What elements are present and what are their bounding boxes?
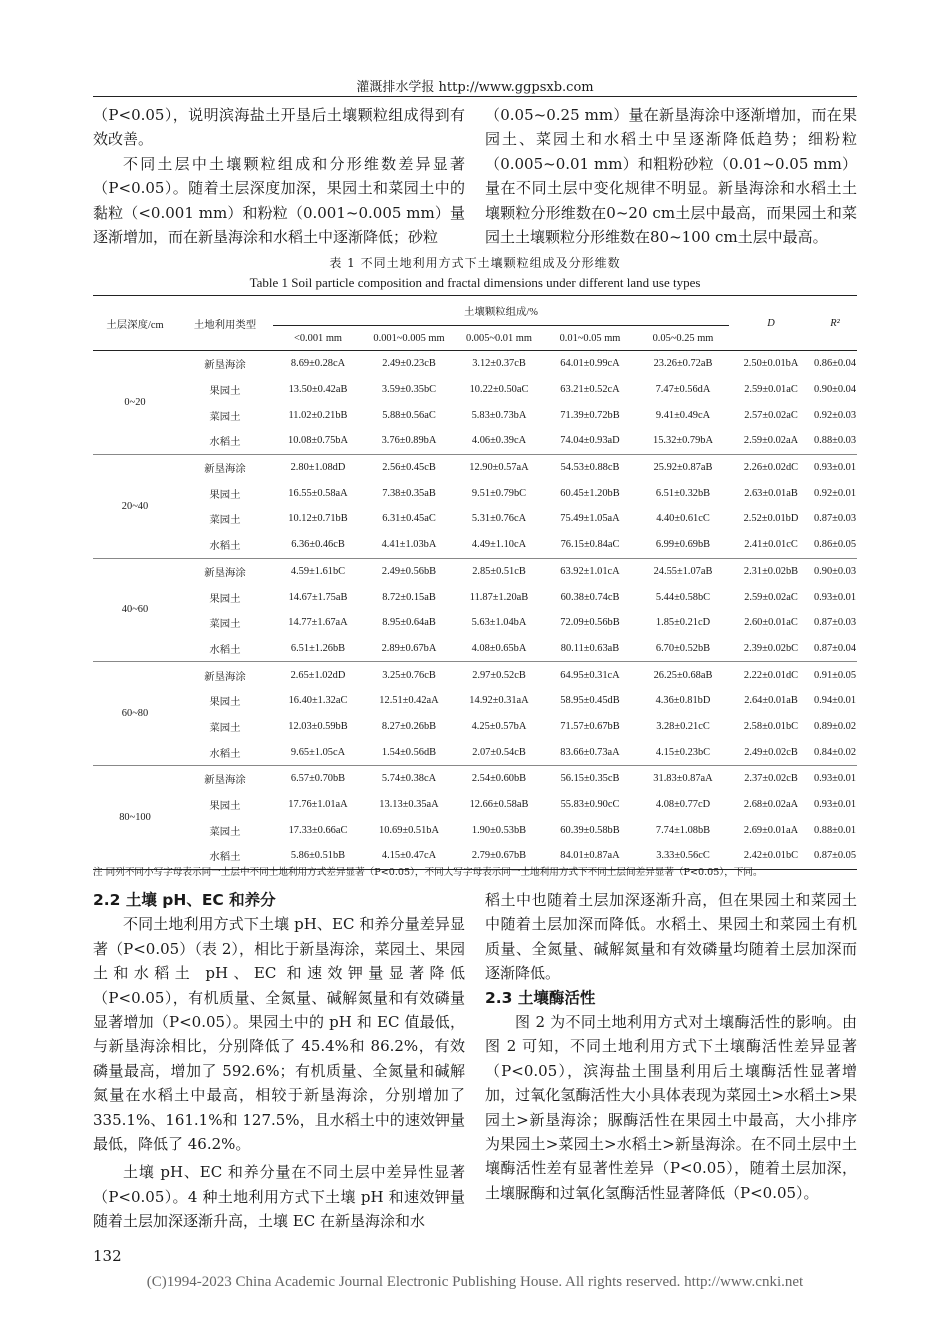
value-cell: 25.92±0.87aB — [653, 462, 713, 474]
value-cell: 2.58±0.01bC — [743, 720, 799, 732]
value-cell: 1.54±0.56dB — [363, 739, 455, 765]
value-cell: 6.51±0.32bB — [655, 487, 711, 499]
table-row — [93, 766, 857, 792]
value-cell: 14.92±0.31aA — [469, 695, 529, 707]
value-cell: 0.87±0.03 — [813, 617, 857, 629]
table-row — [93, 532, 857, 558]
value-cell: 72.09±0.56bB — [560, 617, 620, 629]
value-cell: 0.87±0.03 — [813, 513, 857, 525]
value-cell: 6.36±0.46cB — [273, 532, 363, 558]
value-cell: 5.88±0.56aC — [382, 409, 436, 421]
value-cell: 0.93±0.01 — [813, 773, 857, 785]
value-cell: 2.65±1.02dD — [290, 669, 346, 681]
paragraph: （0.05~0.25 mm）量在新垦海涂中逐渐增加，而在果园土、菜园土和水稻土中呈逐渐降低趋势；细粉粒（0.005~0.01 mm）和粗粉砂粒（0.01~0.05 mm）量在不同土层中变化规律不明显。新垦海涂和水稻土土壤颗粒分形维数在0~20 cm土层中最高，而果园土和菜园土土壤颗粒分形维数在80~100 cm土层中最高。 — [485, 106, 857, 247]
landuse-cell: 菜园土 — [209, 619, 241, 631]
value-cell: 7.74±1.08bB — [655, 824, 711, 836]
value-cell: 4.59±1.61bC — [290, 565, 346, 577]
table-row — [93, 688, 857, 714]
value-cell: 3.12±0.37cB — [472, 358, 526, 370]
value-cell: 2.97±0.52cB — [472, 669, 526, 681]
landuse-cell: 水稻土 — [177, 428, 273, 454]
table-row — [93, 377, 857, 403]
table-caption-zh: 表 1 不同土地利用方式下土壤颗粒组成及分形维数 — [329, 256, 621, 270]
value-cell: 5.44±0.58bC — [655, 591, 711, 603]
value-cell: 0.89±0.02 — [813, 720, 857, 732]
value-cell: 83.66±0.73aA — [543, 739, 637, 765]
table-row — [93, 402, 857, 428]
value-cell: 2.50±0.01bA — [743, 358, 799, 370]
value-cell: 0.90±0.04 — [813, 384, 857, 396]
value-cell: 54.53±0.88cB — [560, 462, 620, 474]
value-cell: 2.68±0.02aA — [743, 799, 799, 811]
value-cell: 2.22±0.01dC — [743, 669, 799, 681]
value-cell: 7.47±0.56dA — [655, 384, 711, 396]
table-row — [93, 792, 857, 818]
value-cell: 2.49±0.02cB — [729, 739, 813, 765]
paragraph: 不同土层中土壤颗粒组成和分形维数差异显著（P<0.05）。随着土层深度加深，果园土和菜园土中的黏粒（<0.001 mm）和粉粒（0.001~0.005 mm）量逐渐增加，而在新垦海涂和水稻土中逐渐降低；砂粒 — [93, 154, 465, 247]
landuse-cell: 水稻土 — [177, 843, 273, 869]
table-caption-en: Table 1 Soil particle composition and fractal dimensions under different land use types — [249, 275, 701, 290]
value-cell: 80.11±0.63aB — [543, 636, 637, 662]
value-cell: 0.86±0.05 — [813, 532, 857, 558]
value-cell: 9.65±1.05cA — [273, 739, 363, 765]
header-size: 0.001~0.005 mm — [363, 326, 455, 351]
value-cell: 76.15±0.84aC — [543, 532, 637, 558]
table-note: 注 同列不同小写字母表示同一土层中不同土地利用方式差异显著（P<0.05），不同大写字母表示同一土地利用方式下不同土层间差异显著（P<0.05），下同。 — [93, 867, 763, 878]
value-cell: 3.76±0.89bA — [363, 428, 455, 454]
value-cell: 12.90±0.57aA — [469, 462, 529, 474]
value-cell: 13.50±0.42aB — [288, 384, 348, 396]
value-cell: 5.31±0.76cA — [471, 513, 527, 525]
table-row — [93, 636, 857, 662]
value-cell: 2.37±0.02cB — [744, 773, 798, 785]
table-row — [93, 662, 857, 688]
value-cell: 0.94±0.01 — [813, 695, 857, 707]
value-cell: 4.15±0.47cA — [363, 843, 455, 869]
value-cell: 0.91±0.05 — [813, 669, 857, 681]
right-column-bottom — [485, 888, 857, 1205]
value-cell: 6.99±0.69bB — [637, 532, 729, 558]
value-cell: 2.31±0.02bB — [743, 565, 799, 577]
value-cell: 14.77±1.67aA — [288, 617, 348, 629]
value-cell: 2.42±0.01bC — [729, 843, 813, 869]
depth-cell: 80~100 — [93, 766, 177, 870]
table-row — [93, 506, 857, 532]
value-cell: 11.02±0.21bB — [288, 409, 348, 421]
table-row — [93, 817, 857, 843]
value-cell: 2.54±0.60bB — [471, 773, 527, 785]
header-composition: 土壤颗粒组成/% — [273, 296, 729, 326]
landuse-cell: 水稻土 — [177, 532, 273, 558]
value-cell: 0.90±0.03 — [813, 565, 857, 577]
depth-cell: 0~20 — [93, 351, 177, 455]
header-depth: 土层深度/cm — [93, 296, 177, 351]
value-cell: 10.08±0.75bA — [273, 428, 363, 454]
table-row — [93, 558, 857, 584]
landuse-cell: 果园土 — [209, 801, 241, 813]
left-column-bottom — [93, 888, 465, 1234]
landuse-cell: 菜园土 — [209, 515, 241, 527]
right-column-top — [485, 103, 857, 249]
value-cell: 11.87±1.20aB — [469, 591, 529, 603]
value-cell: 17.76±1.01aA — [288, 799, 348, 811]
value-cell: 84.01±0.87aA — [543, 843, 637, 869]
landuse-cell: 水稻土 — [177, 636, 273, 662]
value-cell: 2.49±0.23cB — [382, 358, 436, 370]
running-header: 灌溉排水学报 http://www.ggpsxb.com — [356, 80, 594, 95]
paragraph: 稻土中也随着土层加深逐渐升高，但在果园土和菜园土中随着土层加深而降低。水稻土、果园土和菜园土有机质量、全氮量、碱解氮量和有效磷量均随着土层加深而逐渐降低。 — [485, 891, 857, 983]
value-cell: 2.69±0.01aA — [743, 824, 799, 836]
value-cell: 12.03±0.59bB — [288, 720, 348, 732]
value-cell: 5.74±0.38cA — [381, 773, 437, 785]
value-cell: 31.83±0.87aA — [653, 773, 713, 785]
value-cell: 2.39±0.02bC — [729, 636, 813, 662]
value-cell: 2.80±1.08dD — [290, 462, 346, 474]
value-cell: 16.55±0.58aA — [288, 487, 348, 499]
paragraph: 图 2 为不同土地利用方式对土壤酶活性的影响。由图 2 可知，不同土地利用方式下土壤酶活性差异显著（P<0.05），滨海盐土围垦利用后土壤酶活性显著增加，过氧化氢酶活性大小具体表现为菜园土>水稻土>果园土>新垦海涂；脲酶活性在果园土中最高，大小排序为果园土>菜园土>水稻土>新垦海涂。在不同土层中土壤酶活性差有显著性差异（P<0.05），随着土层加深，土壤脲酶和过氧化氢酶活性显著降低（P<0.05）。 — [485, 1013, 857, 1202]
value-cell: 60.38±0.74cB — [560, 591, 620, 603]
value-cell: 4.25±0.57bA — [471, 720, 527, 732]
value-cell: 2.41±0.01cC — [729, 532, 813, 558]
value-cell: 3.28±0.21cC — [656, 720, 710, 732]
depth-cell: 60~80 — [93, 662, 177, 766]
header-size: 0.05~0.25 mm — [637, 326, 729, 351]
value-cell: 64.95±0.31cA — [560, 669, 620, 681]
value-cell: 8.95±0.64aB — [382, 617, 436, 629]
value-cell: 0.88±0.01 — [813, 824, 857, 836]
value-cell: 24.55±1.07aB — [653, 565, 713, 577]
value-cell: 0.93±0.01 — [813, 462, 857, 474]
value-cell: 4.36±0.81bD — [655, 695, 711, 707]
table-row — [93, 714, 857, 740]
value-cell: 6.70±0.52bB — [637, 636, 729, 662]
value-cell: 9.51±0.79bC — [471, 487, 527, 499]
header-size: <0.001 mm — [273, 326, 363, 351]
value-cell: 1.85±0.21cD — [655, 617, 711, 629]
value-cell: 8.69±0.28cA — [290, 358, 346, 370]
cnki-footer: (C)1994-2023 China Academic Journal Electronic Publishing House. All rights reserved. http://www.cnki.net — [146, 1274, 804, 1290]
paragraph: 不同土地利用方式下土壤 pH、EC 和养分量差异显著（P<0.05）（表 2），相比于新垦海涂，菜园土、果园土和水稻土 pH、EC 和速效钾量显著降低（P<0.05），有机质量、全氮量、碱解氮量和有效磷量显著增加（P<0.05）。果园土中的 pH 和 EC 值最低，与新垦海涂相比，分别降低了 45.4%和 86.2%，有效磷量最高，增加了 592.6%；有机质量、全氮量和碱解氮量在水稻土中最高，相较于新垦海涂，分别增加了 335.1%、161.1%和 127.5%，且水稻土中的速效钾量最低，降低了 46.2%。 — [93, 915, 465, 1154]
value-cell: 23.26±0.72aB — [653, 358, 713, 370]
value-cell: 63.21±0.52cA — [560, 384, 620, 396]
value-cell: 4.08±0.65bA — [455, 636, 543, 662]
value-cell: 6.57±0.70bB — [290, 773, 346, 785]
section-heading-2-2: 2.2 土壤 pH、EC 和养分 — [93, 891, 276, 909]
value-cell: 6.51±1.26bB — [273, 636, 363, 662]
landuse-cell: 果园土 — [209, 593, 241, 605]
depth-cell: 20~40 — [93, 454, 177, 558]
value-cell: 9.41±0.49cA — [655, 409, 711, 421]
landuse-cell: 新垦海涂 — [204, 360, 246, 372]
landuse-cell: 新垦海涂 — [204, 671, 246, 683]
header-r2: R² — [813, 296, 857, 351]
value-cell: 2.52±0.01bD — [743, 513, 799, 525]
value-cell: 64.01±0.99cA — [560, 358, 620, 370]
landuse-cell: 果园土 — [209, 386, 241, 398]
value-cell: 0.92±0.01 — [813, 487, 857, 499]
value-cell: 5.86±0.51bB — [273, 843, 363, 869]
value-cell: 60.45±1.20bB — [560, 487, 620, 499]
depth-cell: 40~60 — [93, 558, 177, 662]
value-cell: 17.33±0.66aC — [288, 824, 348, 836]
value-cell: 0.87±0.04 — [813, 636, 857, 662]
value-cell: 2.85±0.51cB — [472, 565, 526, 577]
value-cell: 4.49±1.10cA — [455, 532, 543, 558]
header-size: 0.01~0.05 mm — [543, 326, 637, 351]
value-cell: 2.89±0.67bA — [363, 636, 455, 662]
table-row — [93, 428, 857, 454]
value-cell: 2.26±0.02dC — [743, 462, 799, 474]
value-cell: 0.93±0.01 — [813, 591, 857, 603]
value-cell: 3.59±0.35bC — [381, 384, 437, 396]
value-cell: 5.63±1.04bA — [471, 617, 527, 629]
value-cell: 2.64±0.01aB — [744, 695, 798, 707]
value-cell: 58.95±0.45dB — [560, 695, 620, 707]
value-cell: 2.56±0.45cB — [382, 462, 436, 474]
value-cell: 4.41±1.03bA — [363, 532, 455, 558]
section-heading-2-3: 2.3 土壤酶活性 — [485, 988, 596, 1007]
value-cell: 13.13±0.35aA — [379, 799, 439, 811]
landuse-cell: 果园土 — [209, 697, 241, 709]
landuse-cell: 水稻土 — [177, 739, 273, 765]
table-row — [93, 351, 857, 377]
value-cell: 0.84±0.02 — [813, 739, 857, 765]
value-cell: 60.39±0.58bB — [560, 824, 620, 836]
value-cell: 10.12±0.71bB — [288, 513, 348, 525]
landuse-cell: 菜园土 — [209, 411, 241, 423]
value-cell: 71.57±0.67bB — [560, 720, 620, 732]
soil-particle-table — [93, 295, 857, 870]
value-cell: 71.39±0.72bB — [560, 409, 620, 421]
value-cell: 0.88±0.03 — [813, 428, 857, 454]
table-row — [93, 610, 857, 636]
value-cell: 2.59±0.02aC — [744, 591, 798, 603]
value-cell: 8.27±0.26bB — [381, 720, 437, 732]
value-cell: 0.86±0.04 — [813, 358, 857, 370]
header-size: 0.005~0.01 mm — [455, 326, 543, 351]
value-cell: 2.60±0.01aC — [744, 617, 798, 629]
value-cell: 4.40±0.61cC — [656, 513, 710, 525]
value-cell: 26.25±0.68aB — [653, 669, 713, 681]
left-column-top — [93, 103, 465, 249]
value-cell: 2.49±0.56bB — [381, 565, 437, 577]
landuse-cell: 新垦海涂 — [204, 464, 246, 476]
value-cell: 12.66±0.58aB — [469, 799, 529, 811]
landuse-cell: 果园土 — [209, 489, 241, 501]
value-cell: 15.32±0.79bA — [637, 428, 729, 454]
value-cell: 75.49±1.05aA — [560, 513, 620, 525]
header-d: D — [729, 296, 813, 351]
value-cell: 6.31±0.45aC — [382, 513, 436, 525]
landuse-cell: 新垦海涂 — [204, 775, 246, 787]
value-cell: 8.72±0.15aB — [382, 591, 436, 603]
value-cell: 2.79±0.67bB — [455, 843, 543, 869]
value-cell: 55.83±0.90cC — [560, 799, 620, 811]
value-cell: 1.90±0.53bB — [471, 824, 527, 836]
value-cell: 4.08±0.77cD — [655, 799, 711, 811]
value-cell: 10.22±0.50aC — [469, 384, 529, 396]
value-cell: 4.06±0.39cA — [455, 428, 543, 454]
table-row — [93, 584, 857, 610]
value-cell: 63.92±1.01cA — [560, 565, 620, 577]
table-row — [93, 739, 857, 765]
landuse-cell: 菜园土 — [209, 826, 241, 838]
value-cell: 14.67±1.75aB — [288, 591, 348, 603]
header-landuse: 土地利用类型 — [177, 296, 273, 351]
page-number: 132 — [93, 1247, 122, 1265]
value-cell: 5.83±0.73bA — [471, 409, 527, 421]
value-cell: 4.15±0.23bC — [637, 739, 729, 765]
value-cell: 2.57±0.02aC — [744, 409, 798, 421]
value-cell: 74.04±0.93aD — [543, 428, 637, 454]
value-cell: 2.59±0.01aC — [744, 384, 798, 396]
table-row — [93, 454, 857, 480]
paragraph: （P<0.05），说明滨海盐土开垦后土壤颗粒组成得到有效改善。 — [93, 106, 465, 149]
value-cell: 56.15±0.35cB — [560, 773, 620, 785]
value-cell: 2.07±0.54cB — [455, 739, 543, 765]
table-row — [93, 480, 857, 506]
paragraph: 土壤 pH、EC 和养分量在不同土层中差异性显著（P<0.05）。4 种土地利用方式下土壤 pH 和速效钾量随着土层加深逐渐升高，土壤 EC 在新垦海涂和水 — [93, 1163, 465, 1231]
value-cell: 0.93±0.01 — [813, 799, 857, 811]
value-cell: 2.59±0.02aA — [729, 428, 813, 454]
landuse-cell: 新垦海涂 — [204, 567, 246, 579]
header-rule — [93, 96, 857, 97]
value-cell: 0.92±0.03 — [813, 409, 857, 421]
value-cell: 3.25±0.76cB — [382, 669, 436, 681]
landuse-cell: 菜园土 — [209, 722, 241, 734]
value-cell: 0.87±0.05 — [813, 843, 857, 869]
value-cell: 7.38±0.35aB — [382, 487, 436, 499]
value-cell: 12.51±0.42aA — [379, 695, 439, 707]
value-cell: 3.33±0.56cC — [637, 843, 729, 869]
table-body — [93, 351, 857, 870]
value-cell: 10.69±0.51bA — [379, 824, 439, 836]
value-cell: 2.63±0.01aB — [744, 487, 798, 499]
value-cell: 16.40±1.32aC — [288, 695, 348, 707]
